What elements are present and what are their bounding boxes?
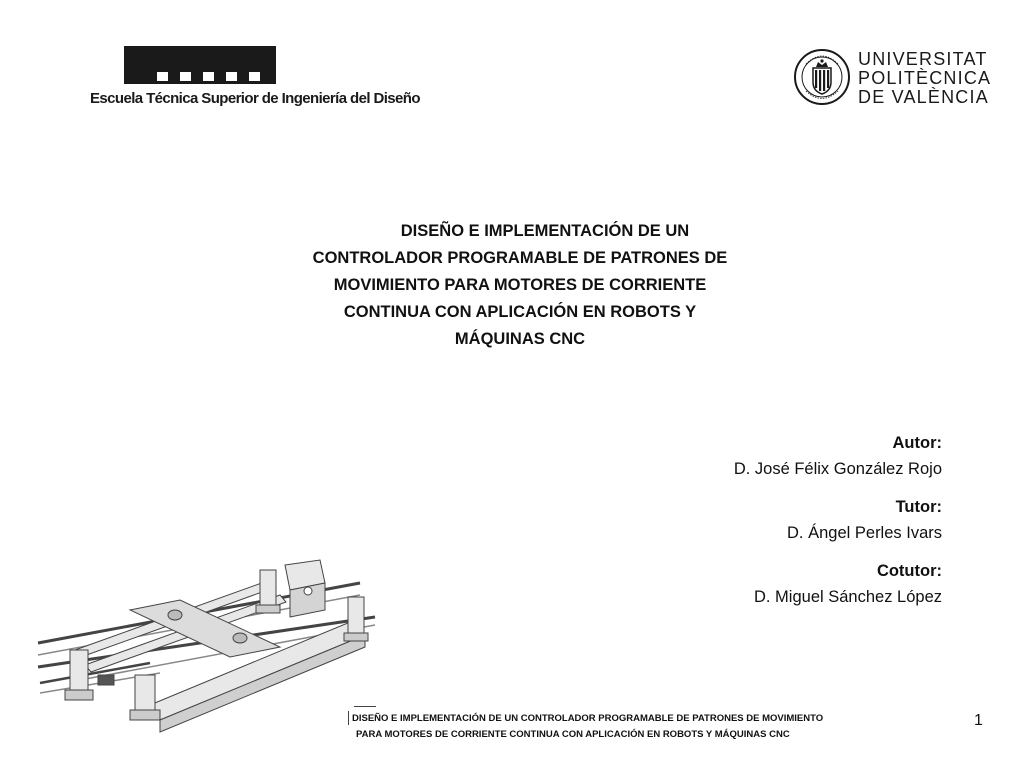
title-line: CONTINUA CON APLICACIÓN EN ROBOTS Y xyxy=(343,303,697,321)
page-number: 1 xyxy=(974,712,983,729)
footer-title xyxy=(352,711,823,743)
title-line: DISEÑO E IMPLEMENTACIÓN DE UN xyxy=(400,222,690,240)
cotutor-label: Cotutor: xyxy=(876,562,942,580)
upv-logo xyxy=(794,46,992,112)
cnc-machine-illustration xyxy=(30,555,390,735)
title-line: MOVIMIENTO PARA MOTORES DE CORRIENTE xyxy=(333,276,707,294)
etsid-name: Escuela Técnica Superior de Ingeniería del Diseño xyxy=(90,90,420,107)
tutor-label: Tutor: xyxy=(895,498,942,516)
upv-name-line: POLITÈCNICA xyxy=(858,68,992,88)
upv-name xyxy=(858,50,991,107)
footer-line: PARA MOTORES DE CORRIENTE CONTINUA CON APLICACIÓN EN ROBOTS Y MÁQUINAS CNC xyxy=(356,729,790,740)
etsid-logo-mark xyxy=(124,46,276,84)
footer-line: DISEÑO E IMPLEMENTACIÓN DE UN CONTROLADOR PROGRAMABLE DE PATRONES DE MOVIMIENTO xyxy=(352,713,824,724)
upv-name-line: DE VALÈNCIA xyxy=(858,87,989,107)
upv-seal-icon xyxy=(794,46,850,108)
author-name: D. José Félix González Rojo xyxy=(733,460,942,478)
upv-name-line: UNIVERSITAT xyxy=(858,49,988,69)
footer-rule xyxy=(354,706,376,707)
cotutor-name: D. Miguel Sánchez López xyxy=(753,588,942,606)
page-title xyxy=(240,218,800,353)
title-line: MÁQUINAS CNC xyxy=(454,330,586,348)
footer-divider xyxy=(348,711,349,725)
etsid-logo xyxy=(90,46,420,114)
tutor-name: D. Ángel Perles Ivars xyxy=(787,524,942,542)
author-label: Autor: xyxy=(892,434,942,452)
title-line: CONTROLADOR PROGRAMABLE DE PATRONES DE xyxy=(312,249,728,267)
credits xyxy=(734,430,942,622)
